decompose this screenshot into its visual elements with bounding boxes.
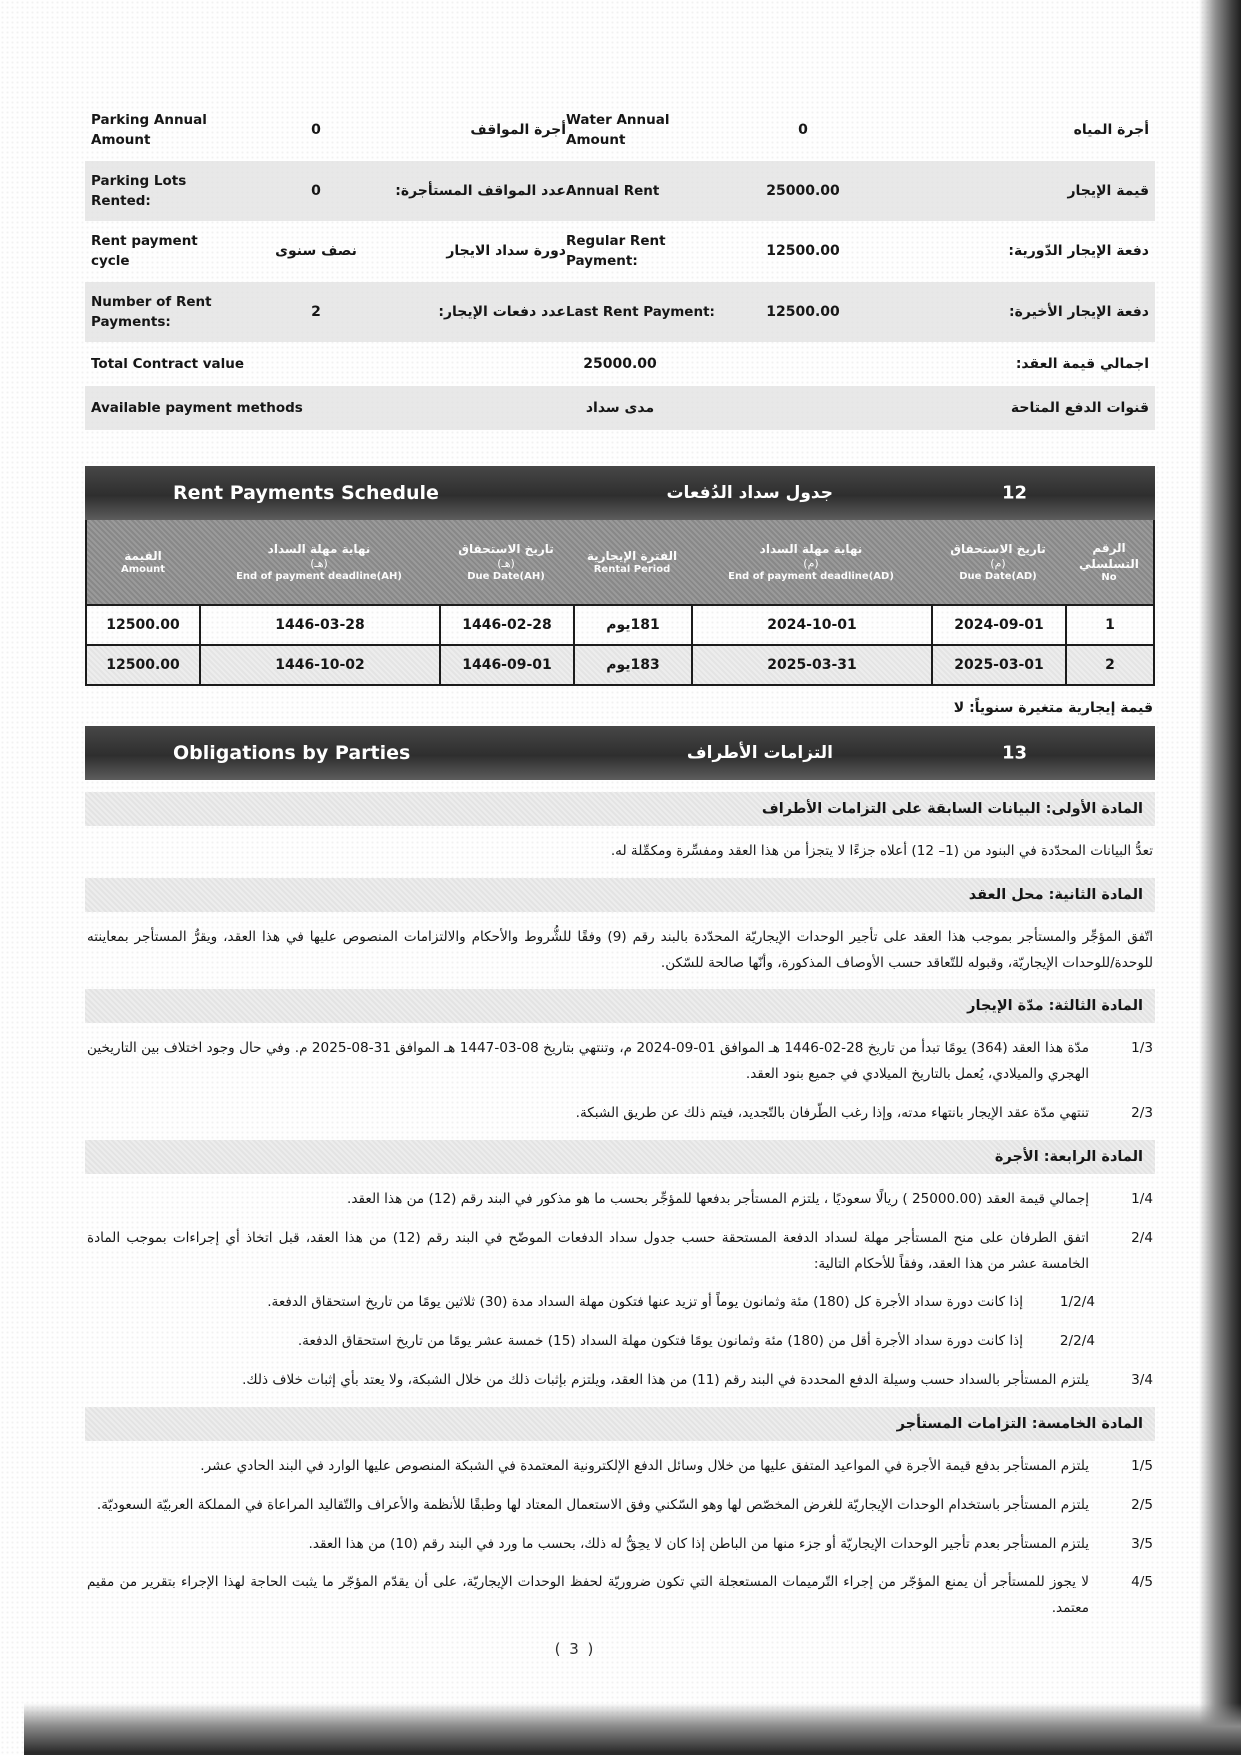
schedule-col-header — [87, 546, 199, 579]
col-header-ar: نهاية مهلة السداد — [759, 541, 863, 556]
field-ar2: أجرة المياه — [1073, 122, 1149, 139]
clause-number: 3/5 — [1131, 1535, 1153, 1552]
clause-text: يلتزم المستأجر باستخدام الوحدات الإيجاريّة للغرض المخصّص لها وهو السّكني وفق الاستعمال المعتاد لها وطبقًا للأنظمة والأعراف والتّقاليد المراعاة في المملكة العربيّة السعوديّة. — [96, 1496, 1089, 1513]
clause — [87, 1570, 1153, 1622]
field-val: 25000.00 — [583, 356, 657, 372]
obligations-title-en: Obligations by Parties — [173, 742, 411, 764]
article-heading: المادة الخامسة: التزامات المستأجر — [85, 1407, 1155, 1441]
schedule-banner — [85, 466, 1155, 520]
field-val1: 2 — [311, 303, 321, 320]
col-header-calendar: (م) — [990, 556, 1006, 570]
col-header-ar: تاريخ الاستحقاق — [458, 541, 554, 556]
clause — [87, 1329, 1095, 1355]
clause-text: لا يجوز للمستأجر أن يمنع المؤجّر من إجراء التّرميمات المستعجلة التي تكون ضروريّة لحفظ الوحدات الإيجاريّة، على أن يقدّم المؤجّر ما يثبت الحاجة لهذا الإجراء بتقرير من مقيم معتمد. — [87, 1574, 1089, 1617]
clause-number: 1/2/4 — [1059, 1294, 1095, 1311]
article-heading: المادة الثانية: محل العقد — [85, 878, 1155, 912]
clause-number: 4/5 — [1131, 1574, 1153, 1591]
col-header-en: Rental Period — [593, 563, 671, 575]
schedule-col-header — [439, 539, 573, 586]
schedule-col-header — [931, 539, 1065, 586]
schedule-row — [87, 644, 1153, 684]
field-val1: 0 — [311, 182, 321, 199]
schedule-col-header — [199, 539, 439, 586]
page-number: ( 3 ) — [554, 1640, 596, 1659]
article-paragraph: تعدُّ البيانات المحدّدة في البنود من (1– 12) أعلاه جزءًا لا يتجزأ من هذا العقد ومفسِّرة ومكمِّلة له. — [610, 843, 1153, 859]
clause — [87, 1532, 1153, 1558]
schedule-col-header — [691, 539, 931, 586]
field-val2: 25000.00 — [766, 182, 840, 199]
col-header-en: Due Date(AH) — [467, 570, 545, 582]
scan-edge-right — [1199, 0, 1241, 1755]
schedule-table-body — [87, 604, 1153, 684]
scan-edge-bottom — [24, 1703, 1241, 1755]
field-row — [85, 342, 1155, 386]
clause-number: 2/5 — [1131, 1496, 1153, 1513]
field-en1: Parking Lots Rented: — [91, 172, 187, 209]
field-val: مدى سداد — [585, 400, 655, 416]
field-ar2: دفعة الإيجار الأخيرة: — [1009, 303, 1149, 320]
col-header-en: End of payment deadline(AH) — [236, 570, 402, 582]
field-en2: Regular Rent Payment: — [566, 233, 666, 270]
clause — [87, 1036, 1153, 1088]
article-heading: المادة الأولى: البيانات السابقة على التزامات الأطراف — [85, 792, 1155, 826]
field-ar: قنوات الدفع المتاحة — [1010, 400, 1149, 416]
clause-text: إذا كانت دورة سداد الأجرة أقل من (180) مئة وثمانون يومًا فتكون مهلة السداد (15) خمسة عشر يومًا من تاريخ استحقاق الدفعة. — [297, 1333, 1023, 1350]
col-header-en: Amount — [120, 563, 166, 575]
article-heading: المادة الثالثة: مدّة الإيجار — [85, 989, 1155, 1023]
clause-number: 2/2/4 — [1059, 1333, 1095, 1350]
field-en1: Number of Rent Payments: — [91, 293, 212, 330]
field-val1: 0 — [311, 122, 321, 139]
schedule-row — [87, 604, 1153, 644]
clause-number: 3/4 — [1131, 1372, 1153, 1389]
schedule-title-en: Rent Payments Schedule — [173, 482, 439, 504]
fields-section — [85, 100, 1155, 430]
field-val2: 12500.00 — [766, 303, 840, 320]
clause-number: 1/5 — [1131, 1457, 1153, 1474]
col-header-calendar: (م) — [803, 556, 819, 570]
clause-text: مدّة هذا العقد (364) يومًا تبدأ من تاريخ 28-02-1446 هـ الموافق 01-09-2024 م، وتنتهي بتاريخ 08-03-1447 هـ الموافق 31-08-2025 م. وفي حال وجود اختلاف بين التاريخين الهجري والميلادي، يُعمل بالتاريخ الميلادي في جميع بنود العقد. — [87, 1040, 1090, 1083]
field-val2: 0 — [798, 122, 808, 139]
article-paragraph: اتّفق المؤجِّر والمستأجر بموجب هذا العقد على تأجير الوحدات الإيجاريّة المحدّدة بالبند رقم (9) وفقًا للشُّروط والأحكام والالتزامات المنصوص عليها في هذا العقد، ويقرُّ المستأجر بمعاينته للوحدة/للوحدات الإيجاريّة، وقبوله للتّعاقد حسب الأوصاف المذكورة، وأنّها صالحة للسّكن. — [87, 928, 1153, 971]
obligations-section-number: 13 — [1001, 742, 1027, 764]
field-row — [85, 221, 1155, 282]
clause — [87, 1187, 1153, 1213]
col-header-ar: الرقم التسلسلي — [1079, 540, 1139, 571]
field-en: Total Contract value — [91, 355, 245, 372]
schedule-table — [85, 520, 1155, 686]
clause-text: تنتهي مدّة عقد الإيجار بانتهاء مدته، وإذا رغب الطّرفان بالتّجديد، فيتم ذلك عن طريق الشبكة. — [575, 1105, 1089, 1122]
schedule-cell: 2 — [1065, 646, 1153, 684]
col-header-ar: الفترة الإيجارية — [586, 548, 678, 563]
schedule-section-number: 12 — [1001, 482, 1027, 504]
schedule-header-row — [87, 520, 1153, 604]
schedule-cell: 2025-03-01 — [931, 646, 1065, 684]
page-content — [85, 0, 1155, 1658]
field-en1: Rent payment cycle — [91, 233, 198, 270]
schedule-cell: 2024-10-01 — [691, 606, 931, 644]
schedule-cell: 1 — [1065, 606, 1153, 644]
field-ar: اجمالي قيمة العقد: — [1015, 356, 1149, 372]
col-header-calendar: (هـ) — [497, 556, 515, 570]
field-ar2: قيمة الإيجار — [1067, 182, 1149, 199]
schedule-cell: 183يوم — [573, 646, 691, 684]
clause — [87, 1454, 1153, 1480]
schedule-cell: 1446-02-28 — [439, 606, 573, 644]
clause — [87, 1290, 1095, 1316]
clause — [87, 1368, 1153, 1394]
field-en2: Annual Rent — [566, 182, 660, 199]
clause-text: إجمالي قيمة العقد (25000.00 ) ريالًا سعوديًا ، يلتزم المستأجر بدفعها للمؤجِّر بحسب ما هو مذكور في البند رقم (12) من هذا العقد. — [347, 1190, 1089, 1207]
field-row — [85, 282, 1155, 343]
field-row — [85, 100, 1155, 161]
schedule-cell: 12500.00 — [106, 617, 180, 633]
clause-text: يلتزم المستأجر بالسداد حسب وسيلة الدفع المحددة في البند رقم (11) من هذا العقد، ويلتزم بإثبات ذلك من خلال الشبكة، ولا يعتد بأي إثبات خلاف ذلك. — [242, 1372, 1089, 1389]
clause-text: يلتزم المستأجر بعدم تأجير الوحدات الإيجاريّة أو جزء منها من الباطن إذا كان لا يحِقُّ له ذلك، بحسب ما ورد في البند رقم (10) من هذا العقد. — [308, 1535, 1089, 1552]
field-en2: Water Annual Amount — [566, 112, 670, 149]
clause-text: إذا كانت دورة سداد الأجرة كل (180) مئة وثمانون يوماً أو تزيد عنها فتكون مهلة السداد مدة (30) ثلاثين يومًا من تاريخ استحقاق الدفعة. — [267, 1294, 1023, 1311]
schedule-cell: 1446-03-28 — [199, 606, 439, 644]
clause-text: يلتزم المستأجر بدفع قيمة الأجرة في المواعيد المتفق عليها من خلال وسائل الدفع الإلكترونية المعتمدة في الشبكة المنصوص عليها الوارد في البند الحادي عشر. — [200, 1457, 1089, 1474]
col-header-en: Due Date(AD) — [959, 570, 1037, 582]
schedule-cell: 12500.00 — [106, 657, 180, 673]
col-header-ar: تاريخ الاستحقاق — [950, 541, 1046, 556]
field-val2: 12500.00 — [766, 243, 840, 260]
clause-number: 1/3 — [1131, 1040, 1153, 1057]
field-ar1: دورة سداد الايجار — [446, 243, 566, 260]
article-heading: المادة الرابعة: الأجرة — [85, 1140, 1155, 1174]
clause-number: 2/4 — [1131, 1229, 1153, 1246]
col-header-ar: نهاية مهلة السداد — [267, 541, 371, 556]
schedule-title-ar: جدول سداد الدُفعات — [666, 483, 833, 503]
schedule-col-header — [573, 546, 691, 579]
clause — [87, 1226, 1153, 1278]
field-ar1: عدد دفعات الإيجار: — [438, 303, 566, 320]
field-row — [85, 386, 1155, 430]
col-header-en: No — [1101, 571, 1117, 583]
col-header-en: End of payment deadline(AD) — [728, 570, 894, 582]
field-en1: Parking Annual Amount — [91, 112, 207, 149]
field-en2: Last Rent Payment: — [566, 303, 715, 320]
field-ar1: عدد المواقف المستأجرة: — [395, 182, 566, 199]
articles — [85, 792, 1155, 1622]
obligations-banner — [85, 726, 1155, 780]
clause — [87, 1493, 1153, 1519]
schedule-cell: 1446-10-02 — [199, 646, 439, 684]
schedule-cell: 2024-09-01 — [931, 606, 1065, 644]
field-ar1: أجرة المواقف — [470, 122, 566, 139]
clause-number: 1/4 — [1131, 1190, 1153, 1207]
schedule-cell: 181يوم — [573, 606, 691, 644]
obligations-title-ar: التزامات الأطراف — [686, 743, 833, 763]
schedule-col-header — [1065, 538, 1153, 587]
clause — [87, 1101, 1153, 1127]
col-header-ar: القيمة — [124, 548, 162, 563]
field-val1: نصف سنوى — [275, 243, 357, 260]
schedule-cell: 1446-09-01 — [439, 646, 573, 684]
col-header-calendar: (هـ) — [310, 556, 328, 570]
clause-text: اتفق الطرفان على منح المستأجر مهلة لسداد الدفعة المستحقة حسب جدول سداد الدفعات الموضّح في البند رقم (12) من هذا العقد، قبل اتخاذ أي إجراءات بموجب المادة الخامسة عشر من هذا العقد، وفقاً للأحكام التالية: — [87, 1229, 1089, 1272]
variable-rent-note: قيمة إيجارية متغيرة سنوياً: لا — [953, 700, 1153, 716]
field-row — [85, 161, 1155, 222]
field-ar2: دفعة الإيجار الدّورية: — [1008, 243, 1149, 260]
schedule-cell: 2025-03-31 — [691, 646, 931, 684]
clause-number: 2/3 — [1131, 1105, 1153, 1122]
field-en: Available payment methods — [91, 399, 303, 416]
